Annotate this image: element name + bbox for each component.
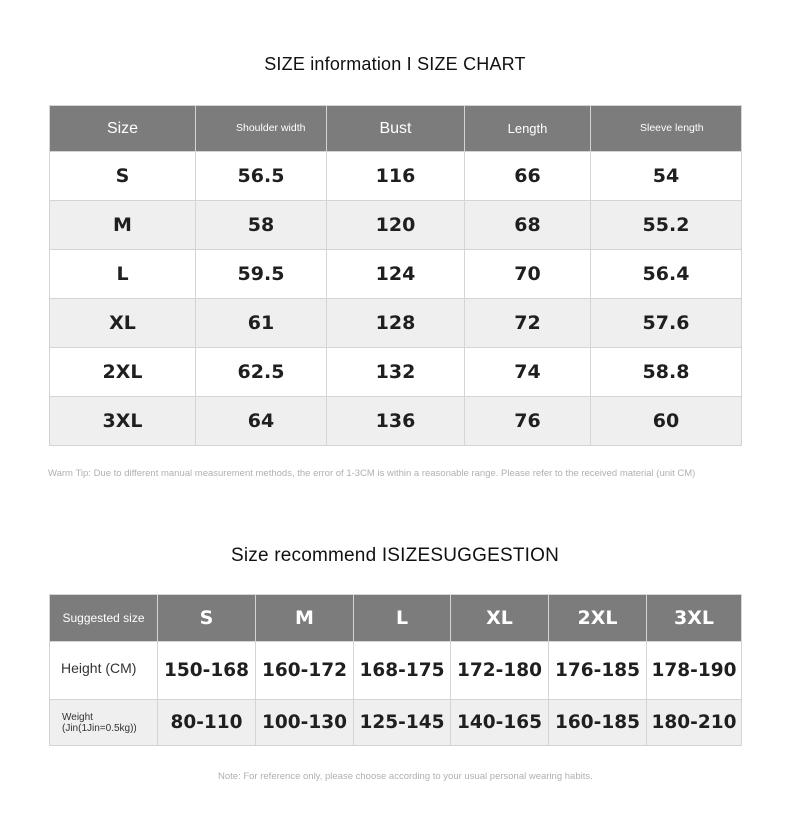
cell-bust: 132 [327,348,465,397]
table-row [50,348,742,397]
header-bust: Bust [327,106,465,152]
height-cell: 150-168 [158,642,256,700]
header-shoulder-width: Shoulder width [196,106,327,152]
weight-row [50,700,742,746]
size-recommend-table [49,594,742,746]
table-row [50,397,742,446]
cell-size: 3XL [50,397,196,446]
cell-length: 74 [465,348,591,397]
height-row [50,642,742,700]
cell-bust: 120 [327,201,465,250]
cell-size: 2XL [50,348,196,397]
size-recommend-title: Size recommend ISIZESUGGESTION [230,545,560,566]
cell-size: XL [50,299,196,348]
cell-bust: 124 [327,250,465,299]
table-row [50,250,742,299]
cell-sleeve: 54 [591,152,742,201]
cell-size: L [50,250,196,299]
cell-sleeve: 58.8 [591,348,742,397]
weight-cell: 160-185 [549,700,647,746]
cell-sleeve: 57.6 [591,299,742,348]
table-row [50,152,742,201]
height-cell: 160-172 [256,642,354,700]
cell-length: 72 [465,299,591,348]
header-size-l: L [354,595,451,642]
cell-bust: 136 [327,397,465,446]
weight-cell: 125-145 [354,700,451,746]
weight-cell: 140-165 [451,700,549,746]
weight-label: Weight (Jin(1Jin=0.5kg)) [50,700,158,746]
size-chart-table [49,105,742,446]
cell-length: 68 [465,201,591,250]
weight-cell: 180-210 [647,700,742,746]
header-size-m: M [256,595,354,642]
cell-length: 66 [465,152,591,201]
reference-note-text: Note: For reference only, please choose according to your usual personal wearing habits. [218,771,593,782]
height-cell: 168-175 [354,642,451,700]
header-length: Length [465,106,591,152]
warm-tip-text: Warm Tip: Due to different manual measurement methods, the error of 1-3CM is within a reasonable range. Please refer to the received material (unit CM) [48,468,696,479]
header-size-2xl: 2XL [549,595,647,642]
size-chart-header-row [50,106,742,152]
header-size-s: S [158,595,256,642]
cell-size: M [50,201,196,250]
cell-sleeve: 56.4 [591,250,742,299]
cell-shoulder: 64 [196,397,327,446]
height-cell: 178-190 [647,642,742,700]
cell-bust: 128 [327,299,465,348]
recommend-header-row [50,595,742,642]
cell-sleeve: 60 [591,397,742,446]
cell-shoulder: 62.5 [196,348,327,397]
height-cell: 176-185 [549,642,647,700]
cell-length: 70 [465,250,591,299]
cell-length: 76 [465,397,591,446]
size-chart-title: SIZE information I SIZE CHART [264,54,526,74]
cell-shoulder: 58 [196,201,327,250]
weight-cell: 80-110 [158,700,256,746]
header-sleeve-length: Sleeve length [591,106,742,152]
cell-shoulder: 61 [196,299,327,348]
height-cell: 172-180 [451,642,549,700]
header-size-xl: XL [451,595,549,642]
table-row [50,201,742,250]
header-suggested-size: Suggested size [50,595,158,642]
header-size-3xl: 3XL [647,595,742,642]
table-row [50,299,742,348]
cell-size: S [50,152,196,201]
cell-sleeve: 55.2 [591,201,742,250]
height-label: Height (CM) [50,642,158,700]
cell-shoulder: 59.5 [196,250,327,299]
cell-bust: 116 [327,152,465,201]
cell-shoulder: 56.5 [196,152,327,201]
header-size: Size [50,106,196,152]
weight-cell: 100-130 [256,700,354,746]
